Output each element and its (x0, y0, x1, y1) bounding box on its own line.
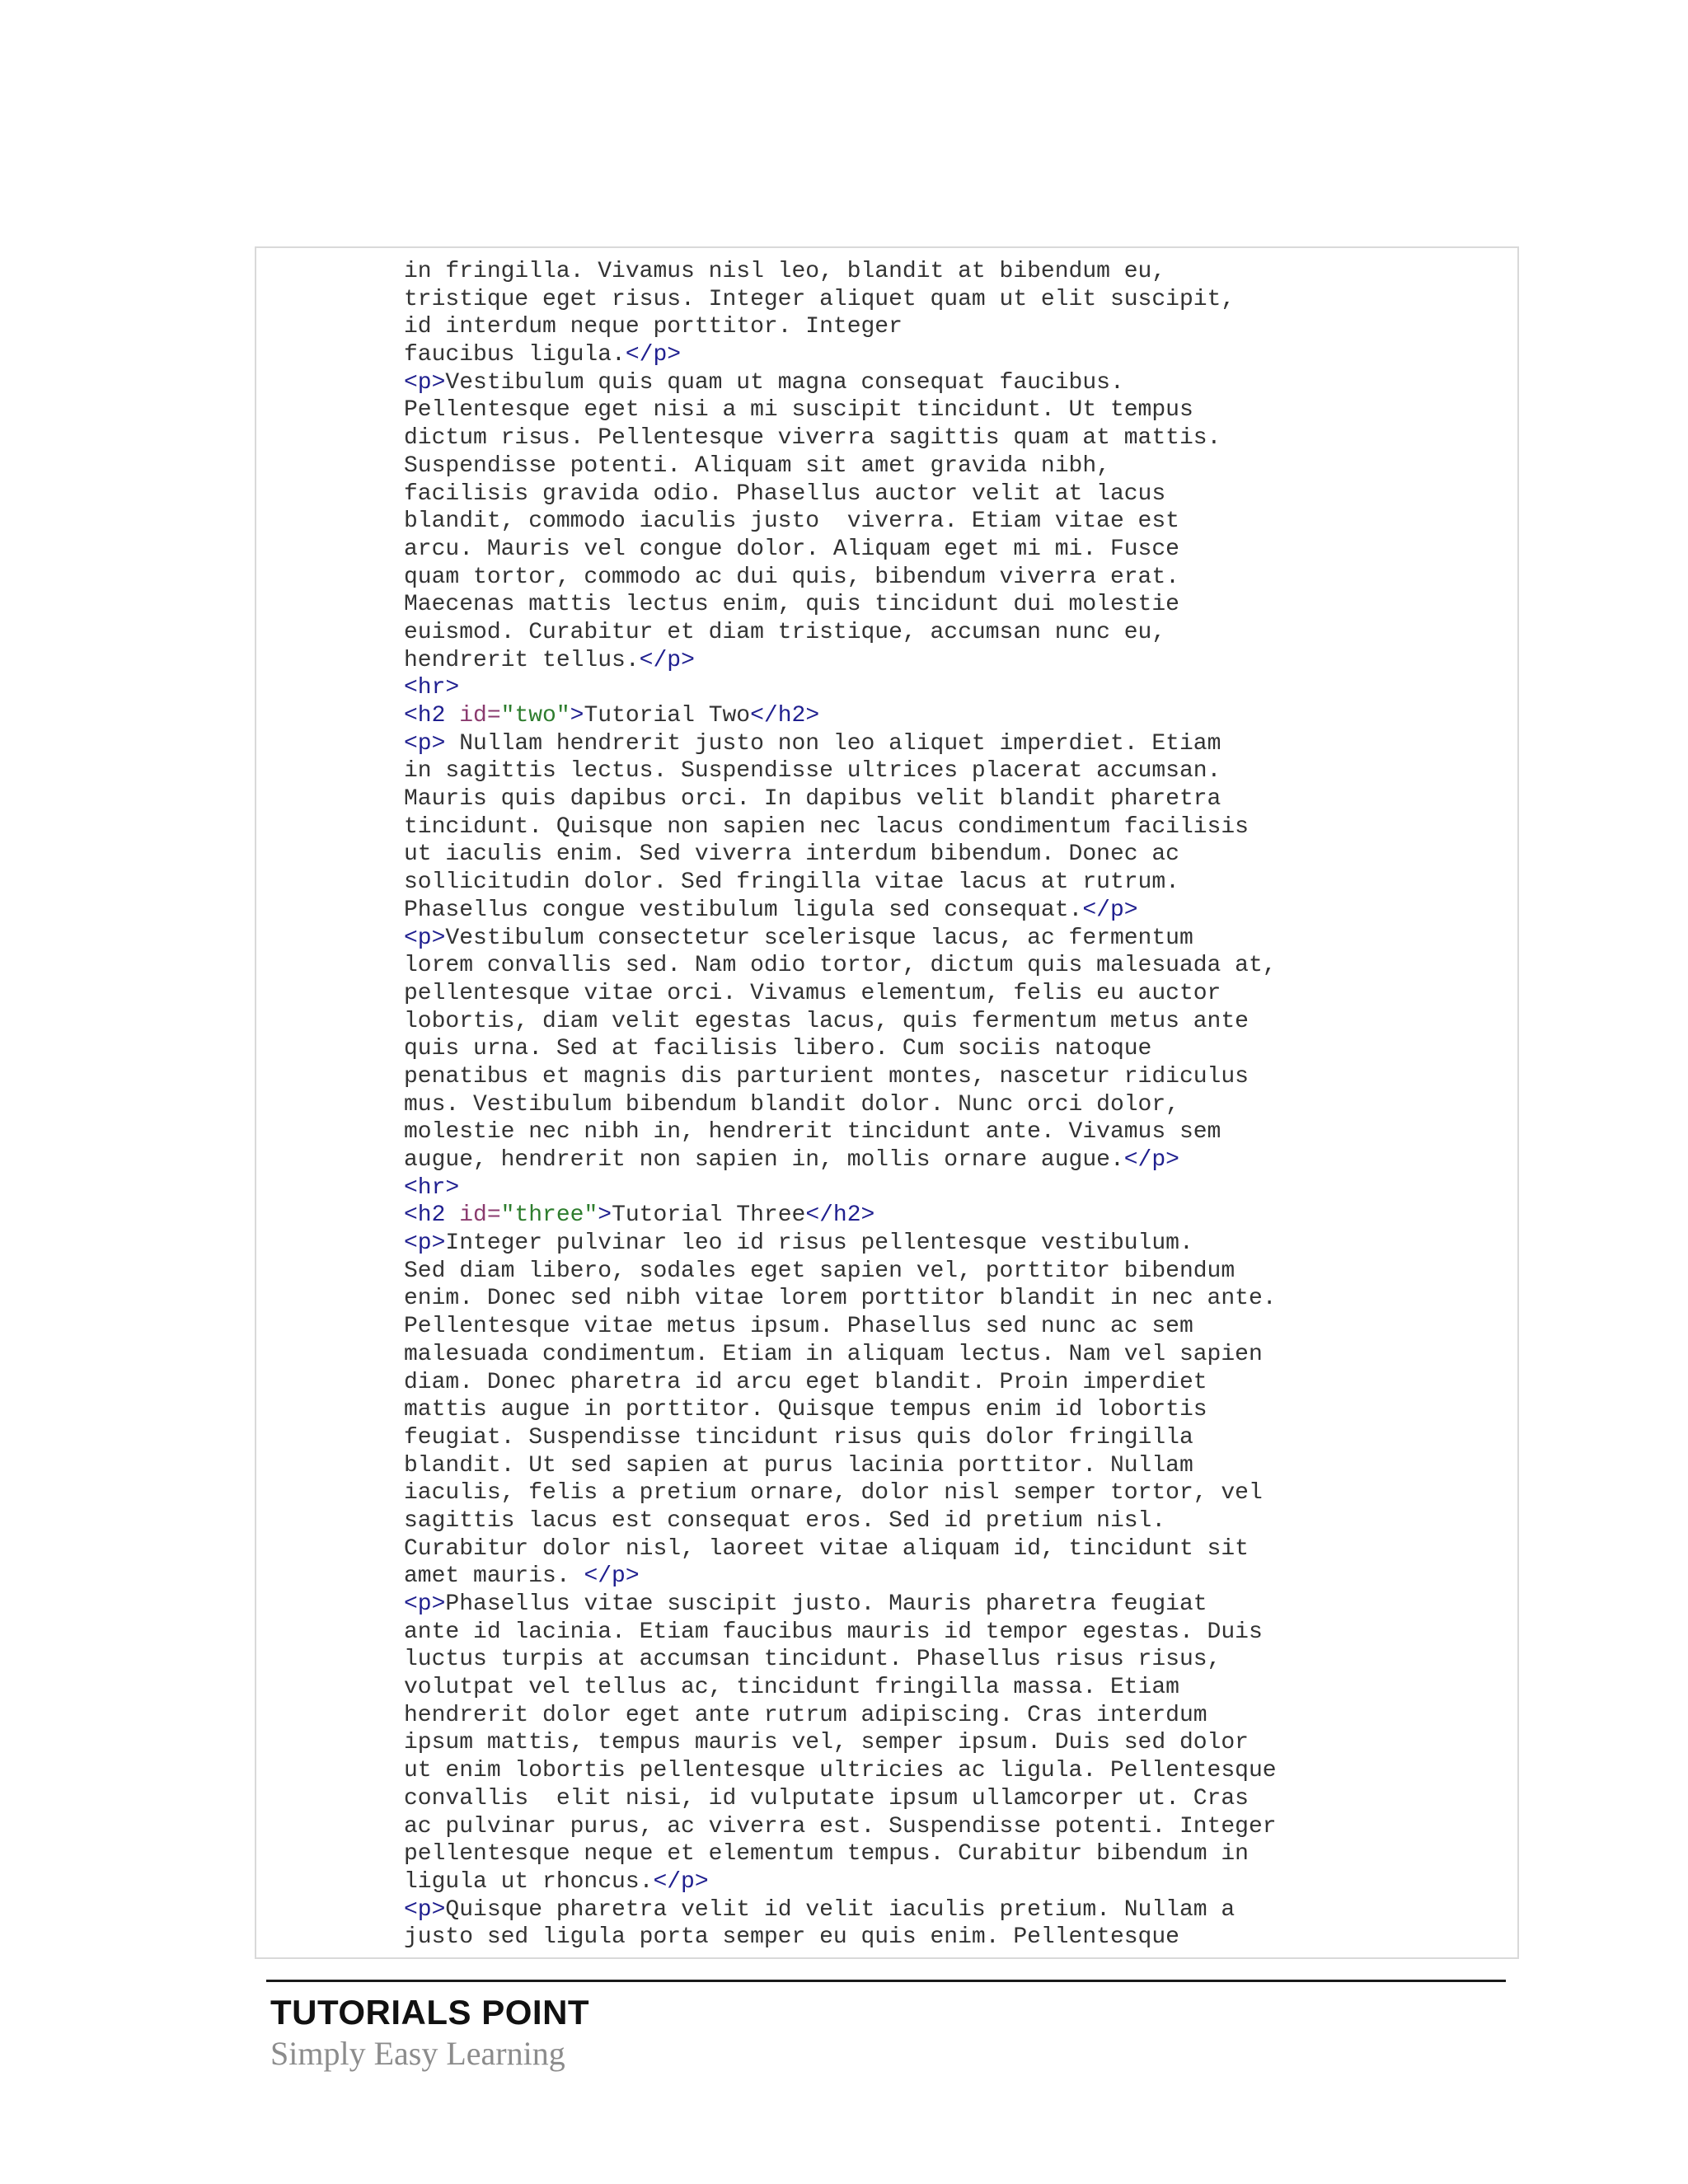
code-token: <hr> (404, 1174, 460, 1201)
code-line (404, 1118, 1277, 1146)
code-line (404, 1507, 1277, 1535)
code-line (404, 480, 1277, 509)
code-line (404, 1424, 1277, 1452)
code-line (404, 536, 1277, 564)
footer-divider (266, 1980, 1506, 1982)
code-line (404, 396, 1277, 424)
code-token: <p> (404, 925, 446, 951)
code-line (404, 424, 1277, 452)
code-token: lobortis, diam velit egestas lacus, quis fermentum metus ante (404, 1008, 1249, 1034)
code-token: > (570, 703, 584, 729)
code-line (404, 1896, 1277, 1924)
code-token: id interdum neque porttitor. Integer (404, 314, 903, 340)
code-token: <p> (404, 730, 446, 757)
code-line (404, 897, 1277, 925)
footer-brand: TUTORIALS POINT (270, 1993, 590, 2032)
code-line (404, 286, 1277, 314)
code-token: mattis augue in porttitor. Quisque tempus enim id lobortis (404, 1397, 1207, 1423)
code-line (404, 1729, 1277, 1757)
code-token: "three" (500, 1202, 598, 1229)
code-line (404, 1563, 1277, 1591)
code-token: luctus turpis at accumsan tincidunt. Phasellus risus risus, (404, 1647, 1221, 1673)
code-token: > (598, 1202, 612, 1229)
code-token: "two" (500, 703, 570, 729)
code-token: <p> (404, 1591, 446, 1617)
code-token: <p> (404, 369, 446, 396)
code-token: Phasellus congue vestibulum ligula sed consequat. (404, 897, 1083, 923)
code-token: pellentesque neque et elementum tempus. Curabitur bibendum in (404, 1841, 1249, 1868)
code-line (404, 925, 1277, 953)
code-token: tristique eget risus. Integer aliquet quam ut elit suscipit, (404, 286, 1236, 312)
code-line (404, 813, 1277, 841)
code-token: </p> (625, 342, 682, 368)
code-line (404, 702, 1277, 730)
code-line (404, 1924, 1277, 1952)
code-listing (404, 258, 1277, 1952)
code-line (404, 1285, 1277, 1313)
code-token: Tutorial Three (612, 1202, 806, 1229)
code-token: diam. Donec pharetra id arcu eget blandit. Proin imperdiet (404, 1369, 1207, 1395)
code-line (404, 452, 1277, 480)
code-token: <p> (404, 1896, 446, 1923)
code-token: iaculis, felis a pretium ornare, dolor nisl semper tortor, vel (404, 1480, 1263, 1507)
code-line (404, 1868, 1277, 1896)
code-line (404, 1146, 1277, 1174)
code-token: id= (459, 703, 501, 729)
code-line (404, 1091, 1277, 1119)
code-line (404, 619, 1277, 647)
code-line (404, 674, 1277, 702)
code-line (404, 564, 1277, 592)
code-line (404, 1591, 1277, 1619)
code-token: mus. Vestibulum bibendum blandit dolor. Nunc orci dolor, (404, 1091, 1179, 1118)
code-line (404, 785, 1277, 813)
code-token: quis urna. Sed at facilisis libero. Cum sociis natoque (404, 1036, 1152, 1062)
code-token: arcu. Mauris vel congue dolor. Aliquam eget mi mi. Fusce (404, 536, 1179, 562)
code-token: amet mauris. (404, 1563, 584, 1590)
code-token: Suspendisse potenti. Aliquam sit amet gravida nibh, (404, 452, 1110, 479)
code-line (404, 1813, 1277, 1841)
code-line (404, 1313, 1277, 1341)
code-line (404, 1202, 1277, 1230)
code-token: justo sed ligula porta semper eu quis enim. Pellentesque (404, 1924, 1179, 1951)
code-token: Pellentesque eget nisi a mi suscipit tincidunt. Ut tempus (404, 397, 1193, 424)
code-line (404, 1479, 1277, 1507)
code-line (404, 508, 1277, 536)
code-line (404, 1341, 1277, 1369)
code-token: blandit, commodo iaculis justo viverra. Etiam vitae est (404, 509, 1179, 535)
code-line (404, 730, 1277, 758)
code-line (404, 1452, 1277, 1480)
code-token: in fringilla. Vivamus nisl leo, blandit at bibendum eu, (404, 259, 1166, 284)
code-line (404, 1230, 1277, 1258)
code-token: Mauris quis dapibus orci. In dapibus velit blandit pharetra (404, 786, 1221, 813)
code-line (404, 647, 1277, 675)
code-token: <hr> (404, 675, 460, 701)
code-line (404, 369, 1277, 397)
code-token: volutpat vel tellus ac, tincidunt fringilla massa. Etiam (404, 1675, 1179, 1701)
code-token: hendrerit tellus. (404, 647, 640, 673)
code-line (404, 1646, 1277, 1674)
code-token: </p> (639, 647, 695, 673)
code-token: molestie nec nibh in, hendrerit tincidunt ante. Vivamus sem (404, 1119, 1221, 1146)
code-line (404, 313, 1277, 341)
code-token: </p> (653, 1868, 709, 1895)
code-token: pellentesque vitae orci. Vivamus elementum, felis eu auctor (404, 980, 1221, 1006)
code-line (404, 341, 1277, 369)
code-token: blandit. Ut sed sapien at purus lacinia porttitor. Nullam (404, 1452, 1193, 1479)
code-token: ligula ut rhoncus. (404, 1868, 654, 1895)
code-line (404, 1785, 1277, 1813)
code-token: Vestibulum consectetur scelerisque lacus, ac fermentum (445, 925, 1193, 951)
code-token: </p> (584, 1563, 640, 1590)
code-line (404, 869, 1277, 897)
code-line (404, 841, 1277, 869)
code-line (404, 980, 1277, 1008)
code-line (404, 1535, 1277, 1563)
code-token: hendrerit dolor eget ante rutrum adipiscing. Cras interdum (404, 1702, 1207, 1728)
code-token: </h2> (750, 703, 820, 729)
code-token: Integer pulvinar leo id risus pellentesque vestibulum. (445, 1230, 1193, 1257)
code-line (404, 1840, 1277, 1868)
code-token: euismod. Curabitur et diam tristique, accumsan nunc eu, (404, 619, 1166, 645)
code-token: Tutorial Two (584, 703, 751, 729)
code-token: Phasellus vitae suscipit justo. Mauris pharetra feugiat (445, 1591, 1207, 1617)
code-line (404, 1369, 1277, 1397)
code-token: in sagittis lectus. Suspendisse ultrices placerat accumsan. (404, 758, 1221, 785)
code-token: </h2> (805, 1202, 875, 1229)
code-token: enim. Donec sed nibh vitae lorem porttitor blandit in nec ante. (404, 1286, 1277, 1312)
code-token: </p> (1082, 897, 1138, 923)
code-token: Sed diam libero, sodales eget sapien vel, porttitor bibendum (404, 1258, 1236, 1284)
code-token: tincidunt. Quisque non sapien nec lacus condimentum facilisis (404, 813, 1249, 840)
code-line (404, 1258, 1277, 1286)
footer-tagline: Simply Easy Learning (270, 2035, 565, 2072)
code-token: Nullam hendrerit justo non leo aliquet imperdiet. Etiam (445, 730, 1221, 757)
code-token: sagittis lacus est consequat eros. Sed id pretium nisl. (404, 1507, 1166, 1534)
code-token: ut iaculis enim. Sed viverra interdum bibendum. Donec ac (404, 841, 1179, 868)
code-token: feugiat. Suspendisse tincidunt risus quis dolor fringilla (404, 1424, 1193, 1451)
code-token: ut enim lobortis pellentesque ultricies ac ligula. Pellentesque (404, 1758, 1277, 1784)
code-line (404, 1674, 1277, 1702)
code-line (404, 1035, 1277, 1063)
code-line (404, 1063, 1277, 1091)
code-token: faucibus ligula. (404, 342, 626, 368)
code-line (404, 258, 1277, 286)
code-token: id= (459, 1202, 501, 1229)
code-token: ac pulvinar purus, ac viverra est. Suspendisse potenti. Integer (404, 1813, 1277, 1840)
code-token: <h2 (404, 1202, 460, 1229)
code-token: </p> (1123, 1147, 1179, 1173)
code-token: convallis elit nisi, id vulputate ipsum ullamcorper ut. Cras (404, 1785, 1249, 1811)
code-token: ipsum mattis, tempus mauris vel, semper ipsum. Duis sed dolor (404, 1730, 1249, 1756)
code-token: augue, hendrerit non sapien in, mollis ornare augue. (404, 1147, 1124, 1173)
code-line (404, 1619, 1277, 1647)
code-token: lorem convallis sed. Nam odio tortor, dictum quis malesuada at, (404, 953, 1277, 979)
code-token: sollicitudin dolor. Sed fringilla vitae lacus at rutrum. (404, 869, 1179, 896)
code-line (404, 1757, 1277, 1785)
code-line (404, 591, 1277, 619)
code-token: Maecenas mattis lectus enim, quis tincidunt dui molestie (404, 592, 1179, 618)
code-token: quam tortor, commodo ac dui quis, bibendum viverra erat. (404, 564, 1179, 590)
code-line (404, 1174, 1277, 1202)
code-token: malesuada condimentum. Etiam in aliquam lectus. Nam vel sapien (404, 1341, 1263, 1367)
code-token: Pellentesque vitae metus ipsum. Phasellus sed nunc ac sem (404, 1314, 1193, 1340)
code-line (404, 1396, 1277, 1424)
code-token: penatibus et magnis dis parturient montes, nascetur ridiculus (404, 1063, 1249, 1090)
code-line (404, 1008, 1277, 1036)
code-line (404, 952, 1277, 980)
code-token: <h2 (404, 703, 460, 729)
code-token: dictum risus. Pellentesque viverra sagittis quam at mattis. (404, 425, 1221, 452)
code-listing-box (255, 246, 1519, 1959)
code-token: <p> (404, 1230, 446, 1257)
code-token: Curabitur dolor nisl, laoreet vitae aliquam id, tincidunt sit (404, 1535, 1249, 1562)
code-token: Vestibulum quis quam ut magna consequat faucibus. (445, 369, 1124, 396)
code-token: facilisis gravida odio. Phasellus auctor velit at lacus (404, 480, 1166, 507)
code-line (404, 757, 1277, 785)
code-token: ante id lacinia. Etiam faucibus mauris id tempor egestas. Duis (404, 1619, 1263, 1645)
code-token: Quisque pharetra velit id velit iaculis pretium. Nullam a (445, 1896, 1236, 1923)
code-line (404, 1702, 1277, 1730)
